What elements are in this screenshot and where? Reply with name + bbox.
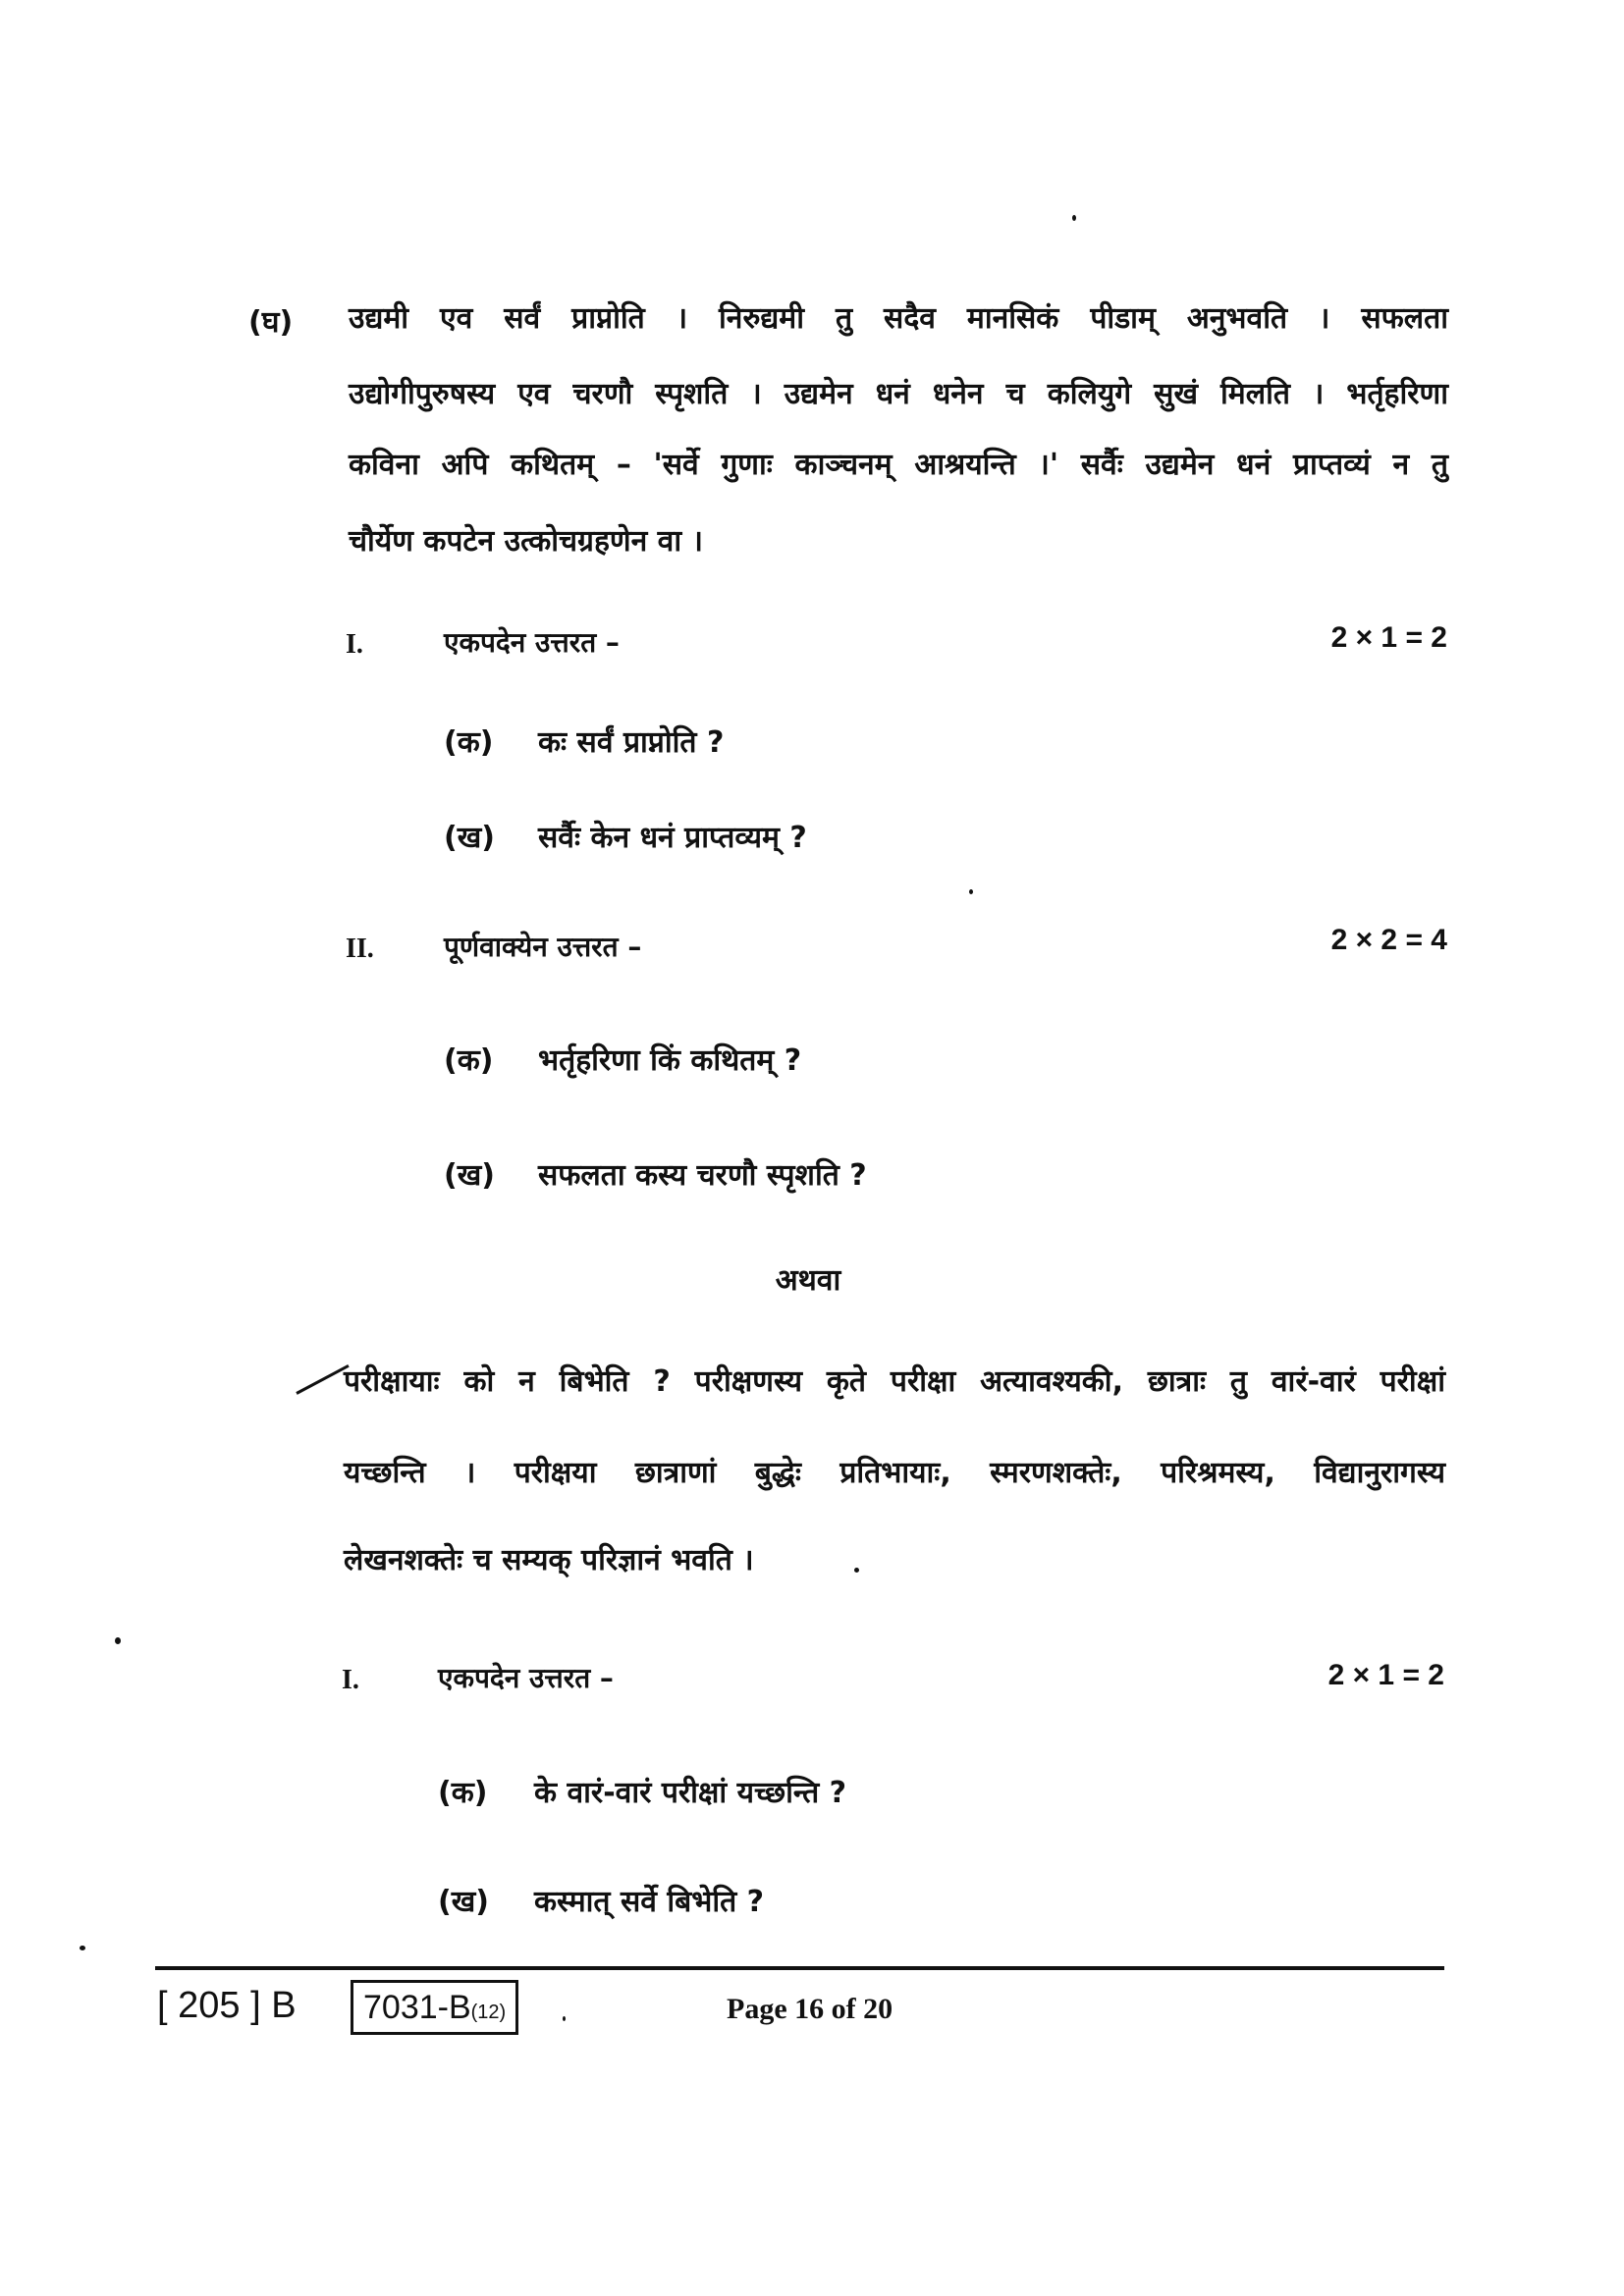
question-instruction: पूर्णवाक्येन उत्तरत – — [444, 931, 642, 963]
sub-question-text: कस्मात् सर्वे बिभेति ? — [534, 1885, 765, 1919]
passage-line: चौर्येण कपटेन उत्कोचग्रहणेन वा । — [349, 524, 703, 559]
passage-line: उद्यमी एव सर्वं प्राप्नोति । निरुद्यमी तु सदैव मानसिकं पीडाम् अनुभवति । सफलता — [349, 301, 1448, 336]
footer-rule — [155, 1966, 1444, 1970]
footer-code: [ 205 ] B — [157, 1985, 297, 2026]
question-marks: 2 × 1 = 2 — [1330, 621, 1447, 654]
question-instruction: एकपदेन उत्तरत – — [438, 1662, 614, 1694]
sub-question-label: (क) — [444, 725, 494, 760]
scan-speck — [1072, 215, 1076, 221]
pen-tick-mark — [296, 1364, 349, 1395]
scan-speck — [969, 889, 973, 894]
question-number: I. — [342, 1665, 359, 1695]
alt-passage-line: लेखनशक्तेः च सम्यक् परिज्ञानं भवति । — [344, 1543, 754, 1577]
question-instruction: एकपदेन उत्तरत – — [444, 626, 620, 659]
question-marks: 2 × 2 = 4 — [1330, 924, 1447, 956]
sub-question-text: कः सर्वं प्राप्नोति ? — [538, 725, 725, 760]
or-separator: अथवा — [775, 1263, 841, 1298]
passage-line: कविना अपि कथितम् – 'सर्वे गुणाः काञ्चनम् आश्रयन्ति ।' सर्वैः उद्यमेन धनं प्राप्तव्यं न तु — [349, 448, 1448, 482]
sub-question-label: (क) — [438, 1776, 488, 1810]
sub-question-text: सफलता कस्य चरणौ स्पृशति ? — [538, 1158, 867, 1193]
alt-passage-line: परीक्षायाः को न बिभेति ? परीक्षणस्य कृते परीक्षा अत्यावश्यकी, छात्राः तु वारं-वारं परीक्षां — [344, 1364, 1445, 1399]
paper-code: 7031-B — [363, 1989, 471, 2026]
paper-code-sub: (12) — [470, 2002, 507, 2023]
section-label: (घ) — [248, 305, 294, 340]
sub-question-text: भर्तृहरिणा किं कथितम् ? — [538, 1043, 802, 1078]
sub-question-label: (ख) — [438, 1885, 489, 1919]
scan-speck — [80, 1946, 85, 1950]
sub-question-label: (क) — [444, 1043, 494, 1078]
alt-passage-line: यच्छन्ति । परीक्षया छात्राणां बुद्धेः प्रतिभायाः, स्मरणशक्तेः, परिश्रमस्य, विद्यानुरागस्य — [344, 1456, 1445, 1490]
passage-line: उद्योगीपुरुषस्य एव चरणौ स्पृशति । उद्यमेन धनं धनेन च कलियुगे सुखं मिलति । भर्तृहरिणा — [349, 377, 1448, 411]
sub-question-text: सर्वैः केन धनं प्राप्तव्यम् ? — [538, 821, 807, 855]
question-marks: 2 × 1 = 2 — [1327, 1659, 1444, 1691]
page-number: Page 16 of 20 — [727, 1993, 893, 2025]
scan-speck — [563, 2016, 566, 2021]
sub-question-text: के वारं-वारं परीक्षां यच्छन्ति ? — [534, 1776, 847, 1810]
sub-question-label: (ख) — [444, 821, 495, 855]
question-number: I. — [346, 629, 363, 660]
question-number: II. — [346, 934, 374, 964]
sub-question-label: (ख) — [444, 1158, 495, 1193]
scan-speck — [115, 1637, 121, 1644]
paper-code-box — [351, 1980, 518, 2035]
